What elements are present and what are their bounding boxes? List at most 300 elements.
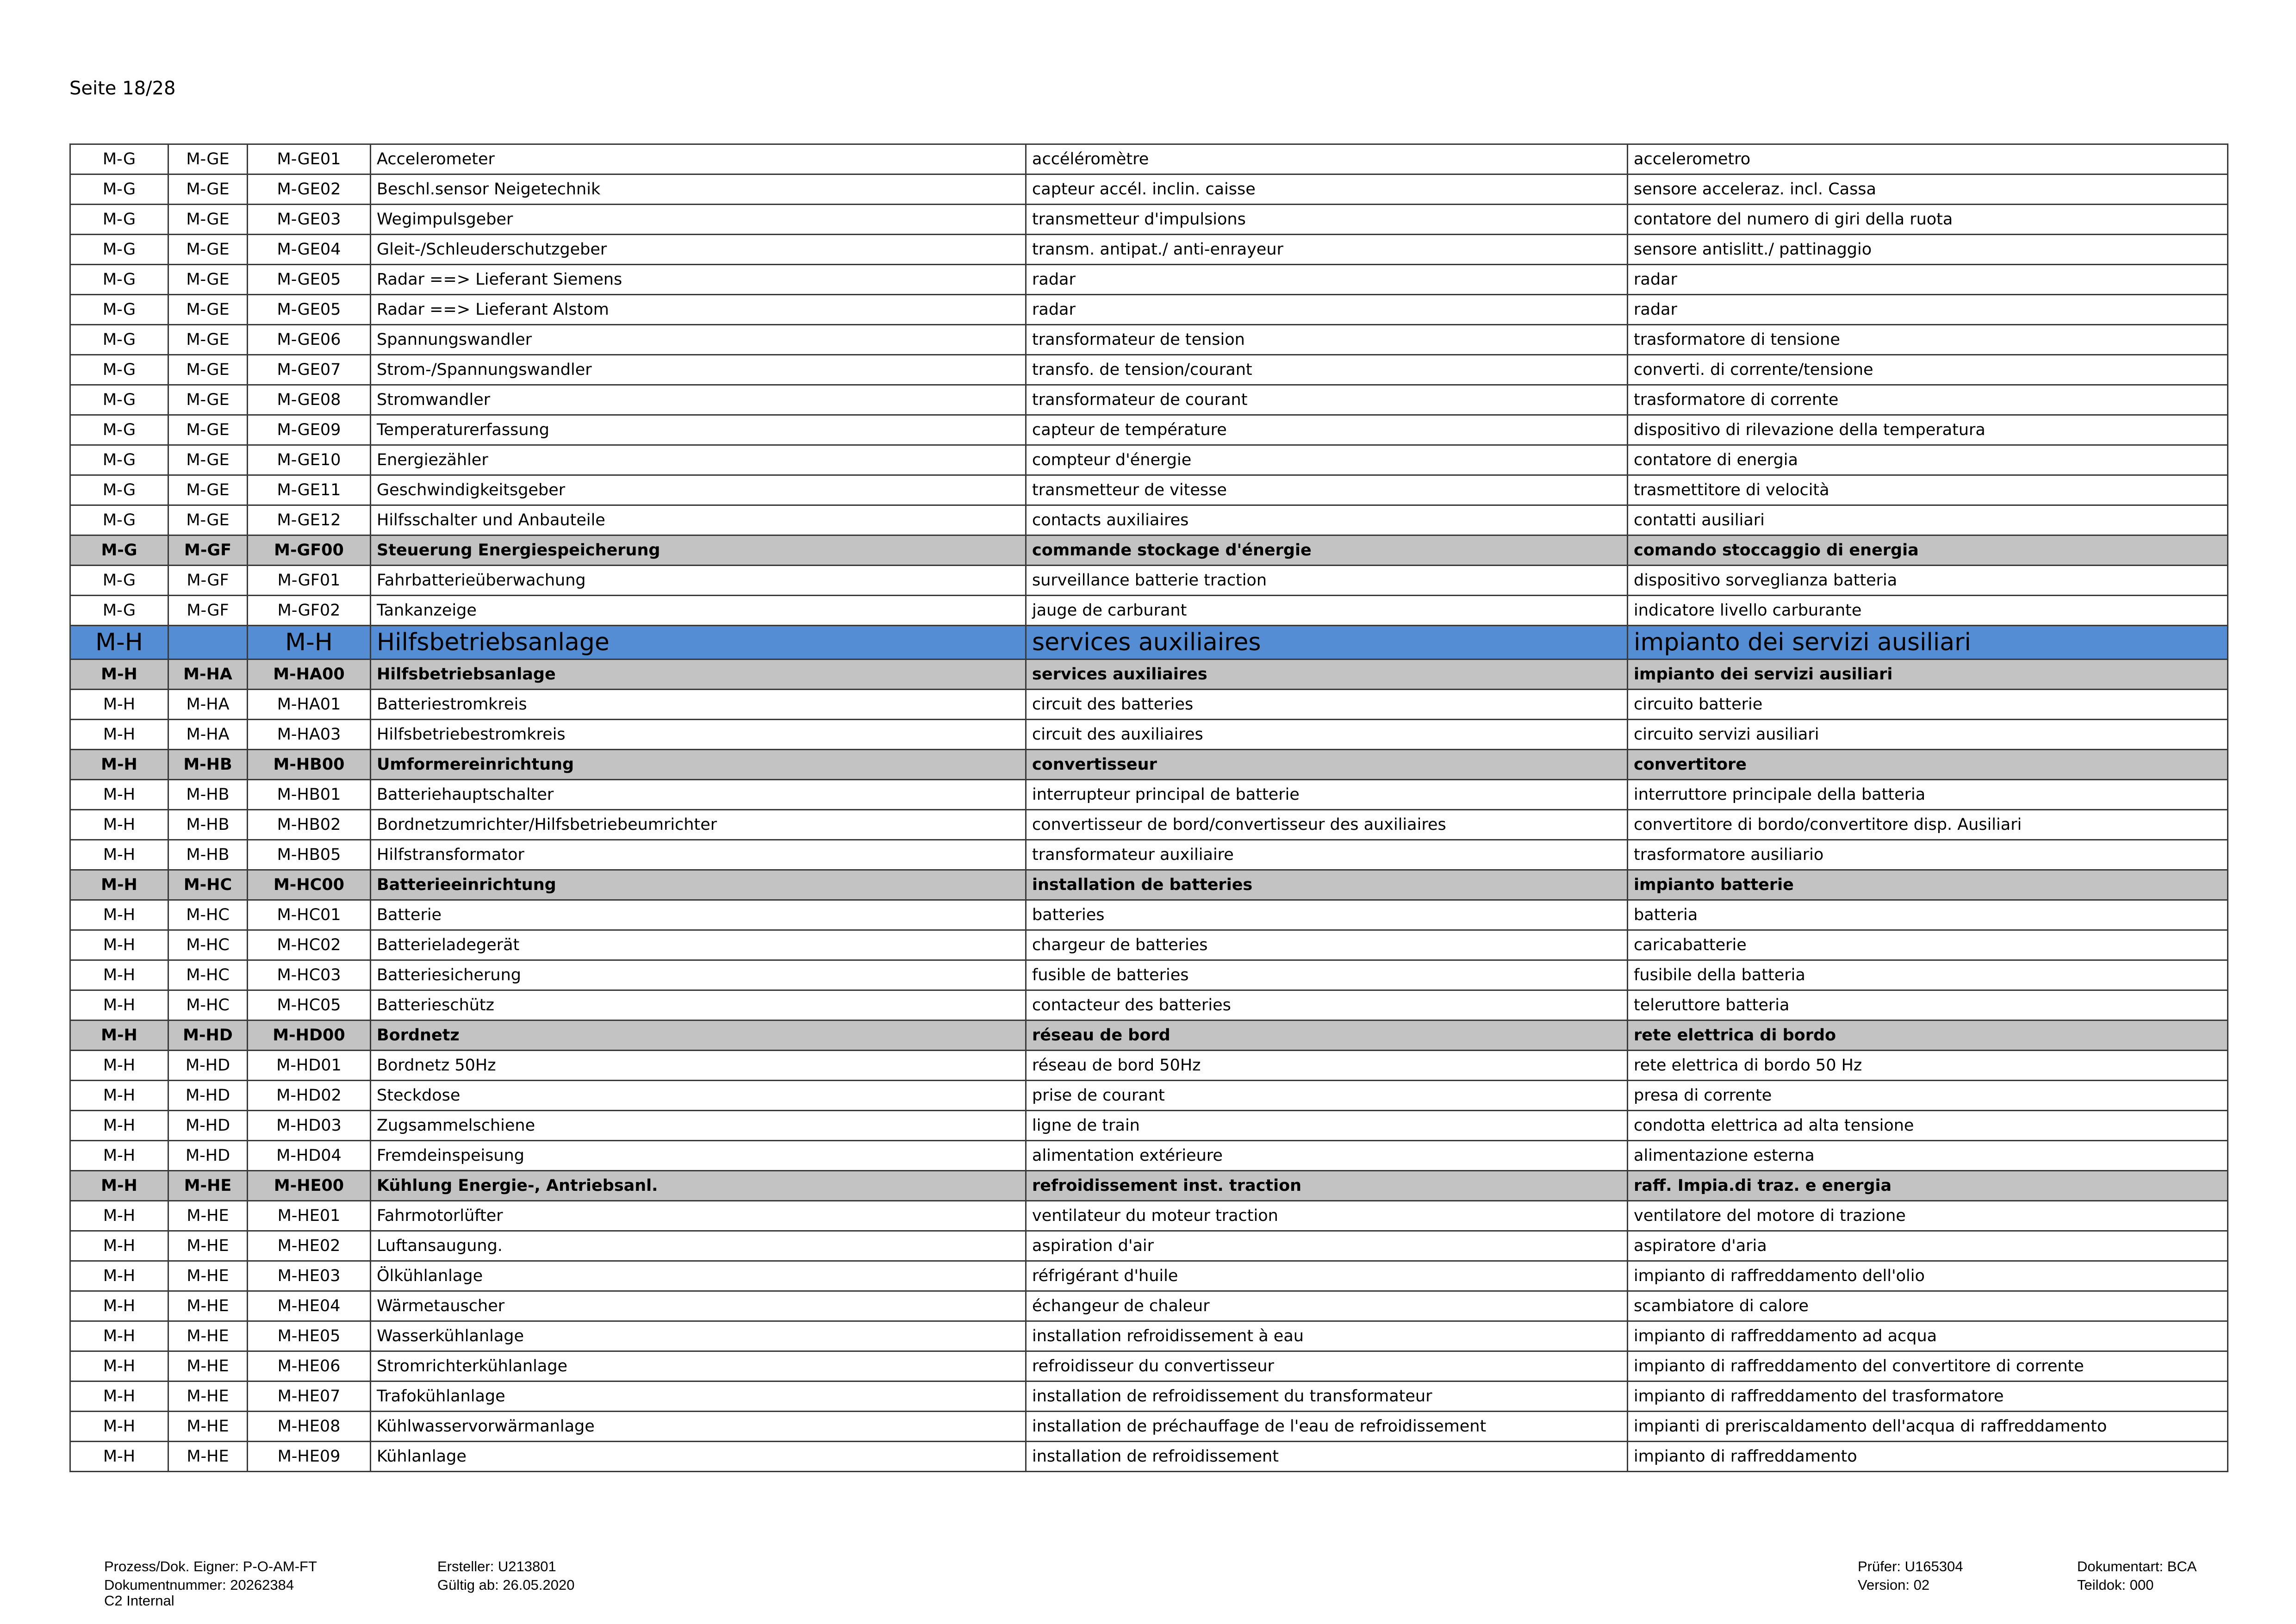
italian-cell: dispositivo di rilevazione della temperatura [1628, 415, 2228, 445]
german-cell: Ölkühlanlage [371, 1261, 1026, 1291]
french-cell: contacteur des batteries [1026, 990, 1628, 1020]
system-cell: M-G [70, 205, 168, 235]
italian-cell: contatti ausiliari [1628, 505, 2228, 535]
section-header-row [70, 626, 2228, 660]
table-row [70, 1381, 2228, 1412]
system-cell: M-H [70, 626, 168, 660]
system-cell: M-H [70, 1020, 168, 1051]
german-cell: Beschl.sensor Neigetechnik [371, 174, 1026, 205]
subsystem-cell: M-HB [168, 840, 248, 870]
italian-cell: circuito batterie [1628, 690, 2228, 720]
system-cell: M-H [70, 1201, 168, 1231]
subsystem-cell: M-HA [168, 720, 248, 750]
subsystem-cell: M-HE [168, 1231, 248, 1261]
code-cell: M-HC05 [248, 990, 371, 1020]
german-cell: Radar ==> Lieferant Siemens [371, 265, 1026, 295]
table-row [70, 1051, 2228, 1081]
footer-classification: C2 Internal [104, 1593, 174, 1609]
italian-cell: rete elettrica di bordo 50 Hz [1628, 1051, 2228, 1081]
group-header-row [70, 750, 2228, 780]
system-cell: M-G [70, 475, 168, 505]
code-cell: M-HC00 [248, 870, 371, 900]
system-cell: M-G [70, 505, 168, 535]
system-cell: M-H [70, 1291, 168, 1321]
table-row [70, 990, 2228, 1020]
system-cell: M-G [70, 235, 168, 265]
french-cell: réseau de bord [1026, 1020, 1628, 1051]
code-cell: M-HD00 [248, 1020, 371, 1051]
system-cell: M-G [70, 174, 168, 205]
subsystem-cell: M-HD [168, 1020, 248, 1051]
subsystem-cell: M-GF [168, 596, 248, 626]
system-cell: M-H [70, 660, 168, 690]
italian-cell: impianto di raffreddamento ad acqua [1628, 1321, 2228, 1351]
subsystem-cell: M-GE [168, 355, 248, 385]
system-cell: M-H [70, 1081, 168, 1111]
italian-cell: fusibile della batteria [1628, 960, 2228, 990]
table-row [70, 1231, 2228, 1261]
french-cell: prise de courant [1026, 1081, 1628, 1111]
table-row [70, 840, 2228, 870]
code-cell: M-HB05 [248, 840, 371, 870]
system-cell: M-G [70, 144, 168, 174]
german-cell: Zugsammelschiene [371, 1111, 1026, 1141]
group-header-row [70, 870, 2228, 900]
code-cell: M-HA01 [248, 690, 371, 720]
french-cell: jauge de carburant [1026, 596, 1628, 626]
code-cell: M-GF02 [248, 596, 371, 626]
subsystem-cell: M-GE [168, 445, 248, 475]
italian-cell: ventilatore del motore di trazione [1628, 1201, 2228, 1231]
german-cell: Stromrichterkühlanlage [371, 1351, 1026, 1381]
subsystem-cell: M-GE [168, 144, 248, 174]
subsystem-cell: M-HE [168, 1321, 248, 1351]
italian-cell: convertitore di bordo/convertitore disp. Ausiliari [1628, 810, 2228, 840]
group-header-row [70, 1171, 2228, 1201]
subsystem-cell: M-HB [168, 750, 248, 780]
table-row [70, 810, 2228, 840]
german-cell: Hilfsbetriebsanlage [371, 660, 1026, 690]
subsystem-cell: M-HB [168, 810, 248, 840]
italian-cell: batteria [1628, 900, 2228, 930]
code-cell: M-HC01 [248, 900, 371, 930]
subsystem-cell [168, 626, 248, 660]
italian-cell: trasmettitore di velocità [1628, 475, 2228, 505]
german-cell: Wärmetauscher [371, 1291, 1026, 1321]
german-cell: Bordnetz 50Hz [371, 1051, 1026, 1081]
code-cell: M-GE05 [248, 265, 371, 295]
table-row [70, 900, 2228, 930]
italian-cell: interruttore principale della batteria [1628, 780, 2228, 810]
system-cell: M-H [70, 1111, 168, 1141]
system-cell: M-H [70, 720, 168, 750]
system-cell: M-H [70, 1321, 168, 1351]
code-cell: M-HC02 [248, 930, 371, 960]
german-cell: Spannungswandler [371, 325, 1026, 355]
code-cell: M-HE03 [248, 1261, 371, 1291]
german-cell: Hilfstransformator [371, 840, 1026, 870]
german-cell: Strom-/Spannungswandler [371, 355, 1026, 385]
system-cell: M-H [70, 1412, 168, 1442]
subsystem-cell: M-GE [168, 415, 248, 445]
french-cell: services auxiliaires [1026, 626, 1628, 660]
german-cell: Wasserkühlanlage [371, 1321, 1026, 1351]
table-row [70, 445, 2228, 475]
code-cell: M-GE02 [248, 174, 371, 205]
subsystem-cell: M-HE [168, 1291, 248, 1321]
german-cell: Luftansaugung. [371, 1231, 1026, 1261]
german-cell: Radar ==> Lieferant Alstom [371, 295, 1026, 325]
german-cell: Fahrbatterieüberwachung [371, 566, 1026, 596]
system-cell: M-H [70, 900, 168, 930]
french-cell: accéléromètre [1026, 144, 1628, 174]
system-cell: M-H [70, 1261, 168, 1291]
system-cell: M-H [70, 1442, 168, 1472]
french-cell: installation de préchauffage de l'eau de refroidissement [1026, 1412, 1628, 1442]
italian-cell: raff. Impia.di traz. e energia [1628, 1171, 2228, 1201]
italian-cell: impianto di raffreddamento [1628, 1442, 2228, 1472]
italian-cell: aspiratore d'aria [1628, 1231, 2228, 1261]
french-cell: réfrigérant d'huile [1026, 1261, 1628, 1291]
italian-cell: radar [1628, 295, 2228, 325]
italian-cell: contatore del numero di giri della ruota [1628, 205, 2228, 235]
system-cell: M-H [70, 780, 168, 810]
french-cell: services auxiliaires [1026, 660, 1628, 690]
french-cell: convertisseur de bord/convertisseur des auxiliaires [1026, 810, 1628, 840]
subsystem-cell: M-HC [168, 930, 248, 960]
french-cell: contacts auxiliaires [1026, 505, 1628, 535]
footer-doc-type: Dokumentart: BCA [2077, 1558, 2197, 1574]
german-cell: Batterie [371, 900, 1026, 930]
subsystem-cell: M-HE [168, 1351, 248, 1381]
code-cell: M-GF00 [248, 535, 371, 566]
code-cell: M-HB00 [248, 750, 371, 780]
code-cell: M-HD01 [248, 1051, 371, 1081]
table-row [70, 720, 2228, 750]
group-header-row [70, 1020, 2228, 1051]
french-cell: transmetteur de vitesse [1026, 475, 1628, 505]
code-cell: M-HD03 [248, 1111, 371, 1141]
subsystem-cell: M-GE [168, 295, 248, 325]
system-cell: M-H [70, 1141, 168, 1171]
table-row [70, 235, 2228, 265]
system-cell: M-H [70, 960, 168, 990]
italian-cell: impianto batterie [1628, 870, 2228, 900]
french-cell: transformateur auxiliaire [1026, 840, 1628, 870]
code-cell: M-HE08 [248, 1412, 371, 1442]
french-cell: échangeur de chaleur [1026, 1291, 1628, 1321]
german-cell: Accelerometer [371, 144, 1026, 174]
french-cell: alimentation extérieure [1026, 1141, 1628, 1171]
french-cell: installation de refroidissement [1026, 1442, 1628, 1472]
italian-cell: trasformatore ausiliario [1628, 840, 2228, 870]
system-cell: M-G [70, 535, 168, 566]
german-cell: Batterieschütz [371, 990, 1026, 1020]
french-cell: aspiration d'air [1026, 1231, 1628, 1261]
footer-version: Version: 02 [1858, 1577, 1930, 1593]
table-row [70, 295, 2228, 325]
subsystem-cell: M-GF [168, 566, 248, 596]
code-cell: M-GE06 [248, 325, 371, 355]
subsystem-cell: M-HC [168, 900, 248, 930]
system-cell: M-H [70, 930, 168, 960]
code-table-body [70, 144, 2228, 1472]
french-cell: ligne de train [1026, 1111, 1628, 1141]
french-cell: transformateur de courant [1026, 385, 1628, 415]
table-row [70, 690, 2228, 720]
french-cell: commande stockage d'énergie [1026, 535, 1628, 566]
german-cell: Umformereinrichtung [371, 750, 1026, 780]
italian-cell: rete elettrica di bordo [1628, 1020, 2228, 1051]
italian-cell: sensore antislitt./ pattinaggio [1628, 235, 2228, 265]
french-cell: refroidisseur du convertisseur [1026, 1351, 1628, 1381]
table-row [70, 144, 2228, 174]
german-cell: Batterieeinrichtung [371, 870, 1026, 900]
italian-cell: impianto di raffreddamento del convertitore di corrente [1628, 1351, 2228, 1381]
table-row [70, 566, 2228, 596]
system-cell: M-H [70, 1051, 168, 1081]
french-cell: chargeur de batteries [1026, 930, 1628, 960]
german-cell: Batteriehauptschalter [371, 780, 1026, 810]
code-cell: M-GE03 [248, 205, 371, 235]
italian-cell: accelerometro [1628, 144, 2228, 174]
german-cell: Batterieladegerät [371, 930, 1026, 960]
italian-cell: dispositivo sorveglianza batteria [1628, 566, 2228, 596]
french-cell: réseau de bord 50Hz [1026, 1051, 1628, 1081]
italian-cell: trasformatore di corrente [1628, 385, 2228, 415]
table-row [70, 596, 2228, 626]
code-cell: M-HE07 [248, 1381, 371, 1412]
code-cell: M-HB02 [248, 810, 371, 840]
system-cell: M-H [70, 1381, 168, 1412]
code-cell: M-GE05 [248, 295, 371, 325]
italian-cell: comando stoccaggio di energia [1628, 535, 2228, 566]
system-cell: M-H [70, 810, 168, 840]
code-cell: M-HE04 [248, 1291, 371, 1321]
code-cell: M-HA03 [248, 720, 371, 750]
french-cell: capteur accél. inclin. caisse [1026, 174, 1628, 205]
table-row [70, 205, 2228, 235]
footer-creator: Ersteller: U213801 [437, 1558, 556, 1574]
table-row [70, 1291, 2228, 1321]
german-cell: Fremdeinspeisung [371, 1141, 1026, 1171]
german-cell: Steuerung Energiespeicherung [371, 535, 1026, 566]
subsystem-cell: M-GE [168, 385, 248, 415]
subsystem-cell: M-HB [168, 780, 248, 810]
system-cell: M-H [70, 990, 168, 1020]
code-cell: M-GE07 [248, 355, 371, 385]
italian-cell: condotta elettrica ad alta tensione [1628, 1111, 2228, 1141]
french-cell: interrupteur principal de batterie [1026, 780, 1628, 810]
german-cell: Gleit-/Schleuderschutzgeber [371, 235, 1026, 265]
subsystem-cell: M-GE [168, 475, 248, 505]
german-cell: Steckdose [371, 1081, 1026, 1111]
french-cell: transm. antipat./ anti-enrayeur [1026, 235, 1628, 265]
italian-cell: trasformatore di tensione [1628, 325, 2228, 355]
german-cell: Bordnetzumrichter/Hilfsbetriebeumrichter [371, 810, 1026, 840]
italian-cell: impianto dei servizi ausiliari [1628, 660, 2228, 690]
subsystem-cell: M-GE [168, 505, 248, 535]
footer-valid-from: Gültig ab: 26.05.2020 [437, 1577, 575, 1593]
german-cell: Fahrmotorlüfter [371, 1201, 1026, 1231]
subsystem-cell: M-GE [168, 325, 248, 355]
german-cell: Hilfsbetriebestromkreis [371, 720, 1026, 750]
system-cell: M-G [70, 415, 168, 445]
footer-creator-block [437, 1557, 574, 1594]
subsystem-cell: M-HD [168, 1141, 248, 1171]
italian-cell: impianto dei servizi ausiliari [1628, 626, 2228, 660]
footer-doctype-block [2077, 1557, 2196, 1594]
code-cell: M-GE04 [248, 235, 371, 265]
code-cell: M-HB01 [248, 780, 371, 810]
french-cell: radar [1026, 265, 1628, 295]
subsystem-cell: M-HD [168, 1051, 248, 1081]
subsystem-cell: M-GF [168, 535, 248, 566]
french-cell: installation de batteries [1026, 870, 1628, 900]
subsystem-cell: M-HE [168, 1171, 248, 1201]
system-cell: M-G [70, 596, 168, 626]
subsystem-cell: M-HA [168, 660, 248, 690]
french-cell: surveillance batterie traction [1026, 566, 1628, 596]
table-row [70, 1081, 2228, 1111]
italian-cell: radar [1628, 265, 2228, 295]
subsystem-cell: M-HA [168, 690, 248, 720]
subsystem-cell: M-HE [168, 1412, 248, 1442]
system-cell: M-H [70, 1351, 168, 1381]
table-row [70, 1351, 2228, 1381]
german-cell: Batteriestromkreis [371, 690, 1026, 720]
table-row [70, 475, 2228, 505]
table-row [70, 1321, 2228, 1351]
system-cell: M-H [70, 1171, 168, 1201]
german-cell: Energiezähler [371, 445, 1026, 475]
subsystem-cell: M-HC [168, 990, 248, 1020]
code-cell: M-HE00 [248, 1171, 371, 1201]
table-row [70, 174, 2228, 205]
french-cell: circuit des batteries [1026, 690, 1628, 720]
group-header-row [70, 535, 2228, 566]
french-cell: ventilateur du moteur traction [1026, 1201, 1628, 1231]
system-cell: M-G [70, 325, 168, 355]
subsystem-cell: M-HE [168, 1201, 248, 1231]
italian-cell: impianto di raffreddamento dell'olio [1628, 1261, 2228, 1291]
french-cell: transfo. de tension/courant [1026, 355, 1628, 385]
table-row [70, 780, 2228, 810]
german-cell: Kühlanlage [371, 1442, 1026, 1472]
footer-doc-number: Dokumentnummer: 20262384 [104, 1577, 294, 1593]
german-cell: Hilfsschalter und Anbauteile [371, 505, 1026, 535]
system-cell: M-G [70, 355, 168, 385]
german-cell: Tankanzeige [371, 596, 1026, 626]
subsystem-cell: M-HE [168, 1381, 248, 1412]
system-cell: M-H [70, 690, 168, 720]
footer-owner: Prozess/Dok. Eigner: P-O-AM-FT [104, 1558, 317, 1574]
italian-cell: scambiatore di calore [1628, 1291, 2228, 1321]
subsystem-cell: M-HC [168, 960, 248, 990]
system-cell: M-H [70, 840, 168, 870]
system-cell: M-G [70, 385, 168, 415]
code-cell: M-HE05 [248, 1321, 371, 1351]
french-cell: compteur d'énergie [1026, 445, 1628, 475]
italian-cell: teleruttore batteria [1628, 990, 2228, 1020]
code-cell: M-GE10 [248, 445, 371, 475]
german-cell: Temperaturerfassung [371, 415, 1026, 445]
french-cell: transmetteur d'impulsions [1026, 205, 1628, 235]
italian-cell: presa di corrente [1628, 1081, 2228, 1111]
table-row [70, 1442, 2228, 1472]
footer-part-doc: Teildok: 000 [2077, 1577, 2154, 1593]
group-header-row [70, 660, 2228, 690]
system-cell: M-G [70, 445, 168, 475]
code-cell: M-HC03 [248, 960, 371, 990]
code-cell: M-HD04 [248, 1141, 371, 1171]
page-number-label: Seite 18/28 [69, 78, 176, 99]
code-cell: M-H [248, 626, 371, 660]
french-cell: installation de refroidissement du transformateur [1026, 1381, 1628, 1412]
system-cell: M-G [70, 295, 168, 325]
italian-cell: converti. di corrente/tensione [1628, 355, 2228, 385]
subsystem-cell: M-HD [168, 1081, 248, 1111]
subsystem-cell: M-HC [168, 870, 248, 900]
subsystem-cell: M-HE [168, 1442, 248, 1472]
italian-cell: caricabatterie [1628, 930, 2228, 960]
italian-cell: contatore di energia [1628, 445, 2228, 475]
italian-cell: sensore acceleraz. incl. Cassa [1628, 174, 2228, 205]
french-cell: fusible de batteries [1026, 960, 1628, 990]
table-row [70, 505, 2228, 535]
code-cell: M-HE06 [248, 1351, 371, 1381]
german-cell: Kühlung Energie-, Antriebsanl. [371, 1171, 1026, 1201]
french-cell: capteur de température [1026, 415, 1628, 445]
german-cell: Wegimpulsgeber [371, 205, 1026, 235]
german-cell: Geschwindigkeitsgeber [371, 475, 1026, 505]
code-cell: M-GE11 [248, 475, 371, 505]
table-row [70, 930, 2228, 960]
french-cell: transformateur de tension [1026, 325, 1628, 355]
table-row [70, 355, 2228, 385]
system-cell: M-G [70, 265, 168, 295]
subsystem-cell: M-HE [168, 1261, 248, 1291]
italian-cell: convertitore [1628, 750, 2228, 780]
system-cell: M-H [70, 870, 168, 900]
french-cell: convertisseur [1026, 750, 1628, 780]
german-cell: Stromwandler [371, 385, 1026, 415]
french-cell: radar [1026, 295, 1628, 325]
table-row [70, 1141, 2228, 1171]
subsystem-cell: M-GE [168, 205, 248, 235]
code-cell: M-HE01 [248, 1201, 371, 1231]
french-cell: circuit des auxiliaires [1026, 720, 1628, 750]
german-cell: Batteriesicherung [371, 960, 1026, 990]
footer-reviewer-block [1858, 1557, 1963, 1594]
table-row [70, 385, 2228, 415]
code-cell: M-GE12 [248, 505, 371, 535]
french-cell: batteries [1026, 900, 1628, 930]
italian-cell: circuito servizi ausiliari [1628, 720, 2228, 750]
table-row [70, 1111, 2228, 1141]
german-cell: Hilfsbetriebsanlage [371, 626, 1026, 660]
code-cell: M-GE01 [248, 144, 371, 174]
table-row [70, 415, 2228, 445]
table-row [70, 960, 2228, 990]
code-cell: M-HD02 [248, 1081, 371, 1111]
italian-cell: impianti di preriscaldamento dell'acqua di raffreddamento [1628, 1412, 2228, 1442]
code-table [69, 143, 2228, 1472]
code-cell: M-HE09 [248, 1442, 371, 1472]
footer-owner-block [104, 1557, 317, 1610]
table-row [70, 325, 2228, 355]
table-row [70, 1201, 2228, 1231]
